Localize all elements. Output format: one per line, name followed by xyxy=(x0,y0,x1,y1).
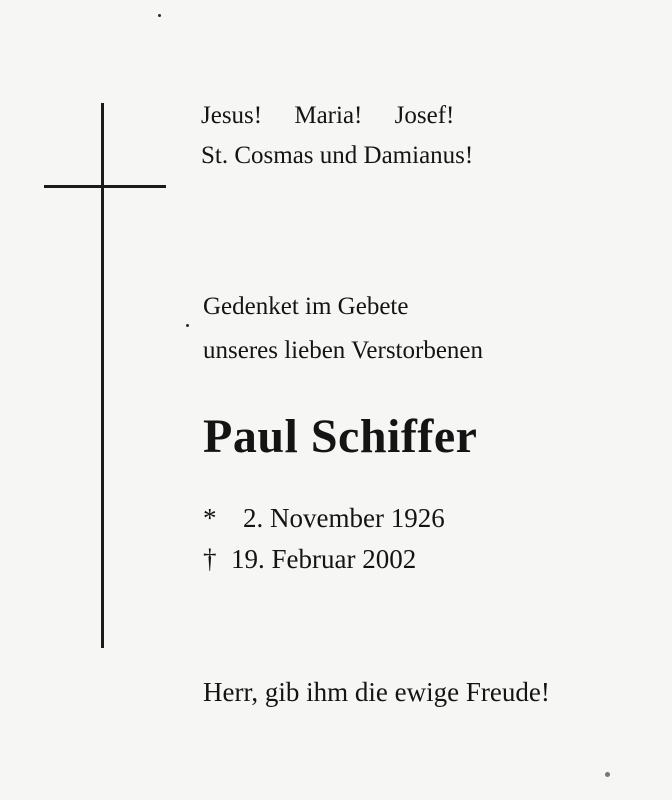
invocation-name: Jesus! xyxy=(201,102,263,129)
holy-family-line xyxy=(201,96,473,136)
death-date: 19. Februar 2002 xyxy=(231,544,417,574)
death-dagger-icon: † xyxy=(203,544,217,574)
prayer-request xyxy=(203,285,483,373)
print-speck xyxy=(158,14,161,17)
print-speck xyxy=(186,324,189,327)
deceased-name: Paul Schiffer xyxy=(203,410,478,463)
saints-line: St. Cosmas und Damianus! xyxy=(201,142,474,169)
cross-icon-horizontal-beam xyxy=(44,185,166,188)
invocation-name: Josef! xyxy=(394,102,455,129)
birth-date: 2. November 1926 xyxy=(243,503,445,533)
print-speck xyxy=(605,772,610,777)
invocation-block xyxy=(201,96,473,176)
prayer-line-1: Gedenket im Gebete xyxy=(203,293,409,320)
prayer-line-2: unseres lieben Verstorbenen xyxy=(203,337,484,364)
death-row xyxy=(203,539,445,580)
invocation-name: Maria! xyxy=(294,102,363,129)
birth-star-icon: * xyxy=(203,503,217,533)
birth-row xyxy=(203,498,445,539)
closing-prayer: Herr, gib ihm die ewige Freude! xyxy=(203,677,550,707)
life-dates xyxy=(203,498,445,580)
